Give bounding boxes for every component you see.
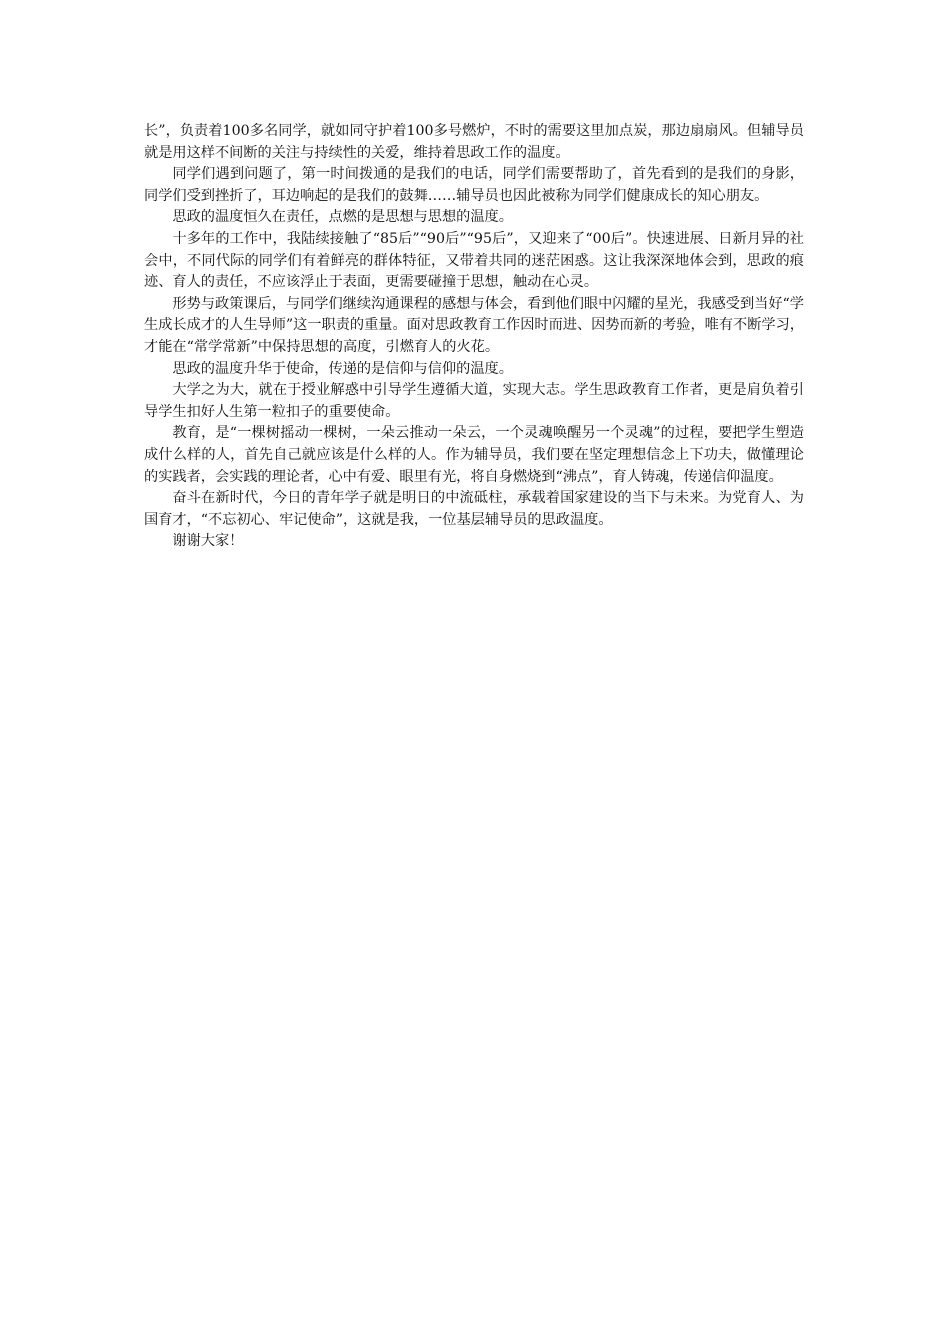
paragraph-10: 谢谢大家！: [172, 533, 244, 550]
paragraph-4: 十多年的工作中，我陆续接触了“85后”“90后”“95后”，又迎来了“00后”。快速进展、日新月异的社会中，不同代际的同学们有着鲜亮的群体特征，又带着共同的迷茫困惑。这让我深深地体会到，思政的痕迹、育人的责任，不应该浮止于表面，更需要碰撞于思想，触动在心灵。: [144, 230, 804, 291]
paragraph-9: 奋斗在新时代，今日的青年学子就是明日的中流砥柱，承载着国家建设的当下与未来。为党育人、为国育才，“不忘初心、牢记使命”，这就是我，一位基层辅导员的思政温度。: [144, 490, 804, 528]
paragraph-3: 思政的温度恒久在责任，点燃的是思想与思想的温度。: [172, 209, 513, 226]
paragraph-8: 教育，是“一棵树摇动一棵树，一朵云推动一朵云，一个灵魂唤醒另一个灵魂”的过程，要把学生塑造成什么样的人，首先自己就应该是什么样的人。作为辅导员，我们要在坚定理想信念上下功夫，做懂理论的实践者，会实践的理论者，心中有爱、眼里有光，将自身燃烧到“沸点”，育人铸魂，传递信仰温度。: [144, 425, 804, 485]
paragraph-7: 大学之为大，就在于授业解惑中引导学生遵循大道，实现大志。学生思政教育工作者，更是肩负着引导学生扣好人生第一粒扣子的重要使命。: [144, 382, 804, 420]
document-body: [144, 121, 804, 553]
paragraph-1: 长”，负责着100多名同学，就如同守护着100多号燃炉，不时的需要这里加点炭，那边扇扇风。但辅导员就是用这样不间断的关注与持续性的关爱，维持着思政工作的温度。: [144, 123, 804, 161]
paragraph-2: 同学们遇到问题了，第一时间拨通的是我们的电话，同学们需要帮助了，首先看到的是我们的身影，同学们受到挫折了，耳边响起的是我们的鼓舞……辅导员也因此被称为同学们健康成长的知心朋友。: [144, 166, 804, 204]
paragraph-5: 形势与政策课后，与同学们继续沟通课程的感想与体会，看到他们眼中闪耀的星光，我感受到当好“学生成长成才的人生导师”这一职责的重量。面对思政教育工作因时而进、因势而新的考验，唯有不断学习，才能在“常学常新”中保持思想的高度，引燃育人的火花。: [144, 295, 804, 355]
paragraph-6: 思政的温度升华于使命，传递的是信仰与信仰的温度。: [172, 360, 513, 377]
